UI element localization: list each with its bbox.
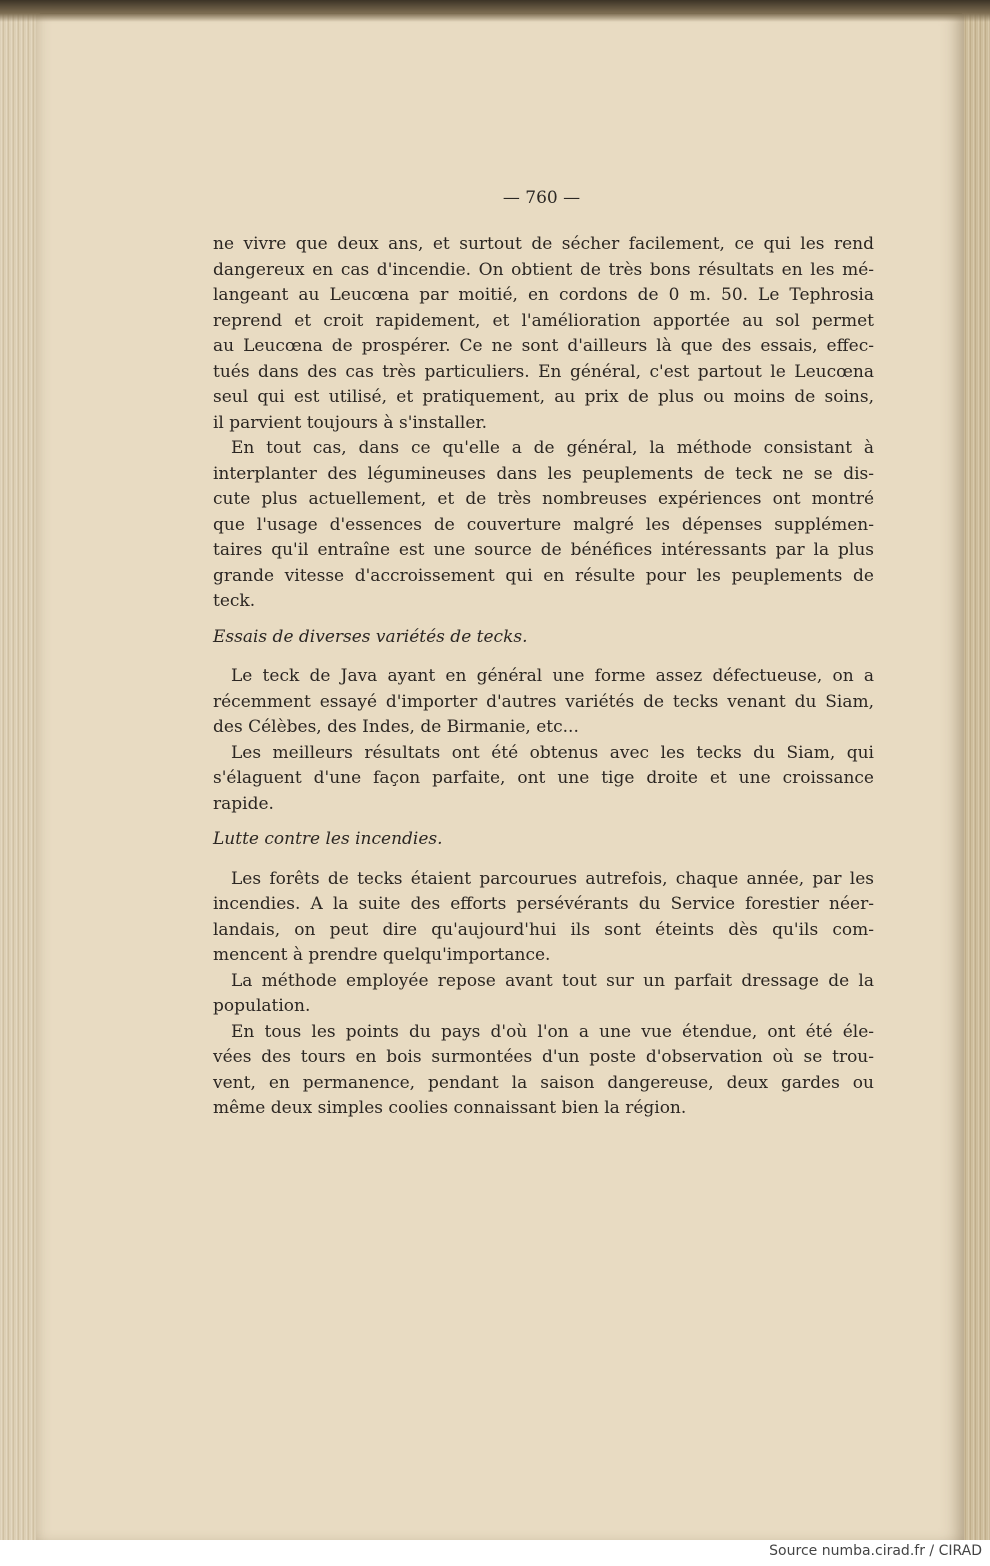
text-line: interplanter des légumineuses dans les peuplements de teck ne se dis-: [213, 463, 874, 484]
text-line: dangereux en cas d'incendie. On obtient de très bons résultats en les mé-: [213, 259, 874, 280]
text-line: rapide.: [213, 793, 274, 814]
text-line: landais, on peut dire qu'aujourd'hui ils sont éteints dès qu'ils com-: [213, 919, 874, 940]
text-line: s'élaguent d'une façon parfaite, ont une tige droite et une croissance: [213, 768, 874, 788]
text-line: grande vitesse d'accroissement qui en résulte pour les peuplements de: [213, 565, 874, 586]
paragraph-3: [213, 664, 874, 741]
text-line: taires qu'il entraîne est une source de bénéfices intéressants par la plus: [213, 540, 874, 560]
text-line: au Leucœna de prospérer. Ce ne sont d'ailleurs là que des essais, effec-: [213, 336, 874, 356]
text-line: teck.: [213, 591, 256, 611]
text-line: vent, en permanence, pendant la saison dangereuse, deux gardes ou: [213, 1072, 874, 1093]
paragraph-7: [213, 1020, 874, 1122]
text-line: tués dans des cas très particuliers. En général, c'est partout le Leucœna: [213, 361, 874, 382]
paragraph-1: [213, 232, 874, 436]
top-binding-shadow: [0, 0, 990, 22]
text-line: langeant au Leucœna par moitié, en cordons de 0 m. 50. Le Tephrosia: [213, 285, 874, 305]
section-heading-fires: Lutte contre les incendies.: [213, 829, 443, 849]
text-line: reprend et croit rapidement, et l'amélioration apportée au sol permet: [213, 310, 874, 331]
paragraph-6: [213, 969, 874, 1020]
text-line: population.: [213, 996, 311, 1016]
text-line: il parvient toujours à s'installer.: [213, 412, 488, 433]
section-heading-varieties: Essais de diverses variétés de tecks.: [213, 626, 528, 647]
text-line: En tous les points du pays d'où l'on a une vue étendue, ont été éle-: [231, 1021, 874, 1042]
text-line: La méthode employée repose avant tout sur un parfait dressage de la: [231, 970, 874, 991]
text-line: même deux simples coolies connaissant bien la région.: [213, 1098, 687, 1118]
text-line: Le teck de Java ayant en général une forme assez défectueuse, on a: [231, 666, 874, 686]
source-credit: Source numba.cirad.fr / CIRAD: [769, 1543, 982, 1559]
paragraph-2: [213, 436, 874, 615]
text-line: incendies. A la suite des efforts persévérants du Service forestier néer-: [213, 894, 874, 914]
text-line: ne vivre que deux ans, et surtout de sécher facilement, ce qui les rend: [213, 234, 874, 254]
right-page-edges: [962, 0, 990, 1540]
text-line: cute plus actuellement, et de très nombreuses expériences ont montré: [213, 489, 874, 509]
text-line: vées des tours en bois surmontées d'un poste d'observation où se trou-: [213, 1047, 874, 1067]
text-line: seul qui est utilisé, et pratiquement, au prix de plus ou moins de soins,: [213, 387, 874, 407]
text-line: des Célèbes, des Indes, de Birmanie, etc...: [213, 717, 579, 737]
paragraph-4: [213, 741, 874, 818]
text-line: récemment essayé d'importer d'autres variétés de tecks venant du Siam,: [213, 691, 874, 712]
text-line: que l'usage d'essences de couverture malgré les dépenses supplémen-: [213, 514, 874, 535]
paragraph-5: [213, 867, 874, 969]
page-number: — 760 —: [502, 188, 581, 208]
text-line: Les forêts de tecks étaient parcourues autrefois, chaque année, par les: [231, 868, 874, 889]
text-line: Les meilleurs résultats ont été obtenus avec les tecks du Siam, qui: [231, 742, 874, 763]
left-page-edges: [0, 0, 40, 1540]
text-line: En tout cas, dans ce qu'elle a de général, la méthode consistant à: [231, 438, 874, 458]
body-text: [213, 232, 874, 1122]
text-line: mencent à prendre quelqu'importance.: [213, 945, 551, 965]
